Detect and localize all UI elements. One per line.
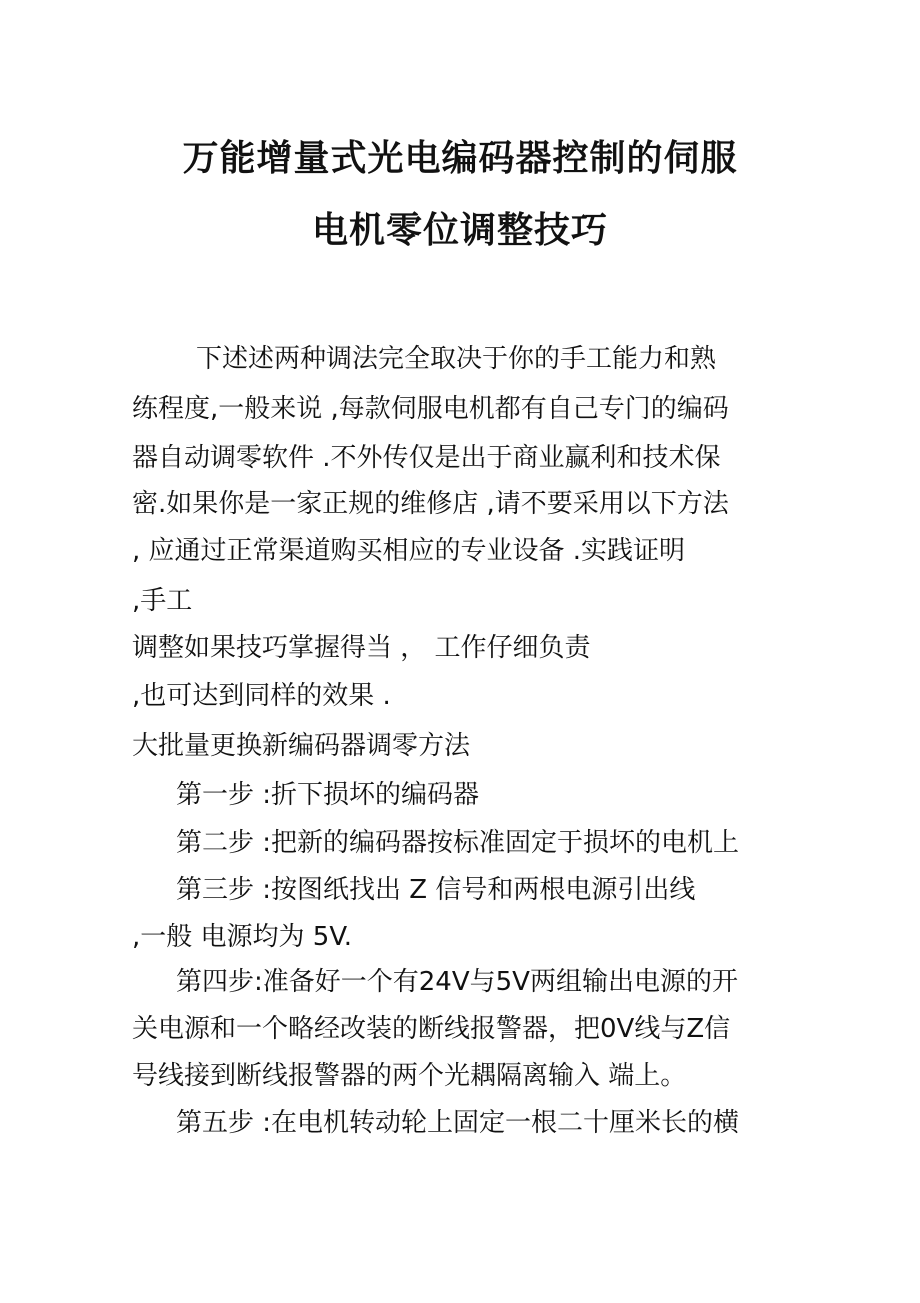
document-title-line-1: 万能增量式光电编码器控制的伺服 xyxy=(182,138,738,179)
paragraph-line-7: 调整如果技巧掌握得当 ， 工作仔细负责 xyxy=(132,633,591,663)
paragraph-line-2: 练程度,一般来说 ,每款伺服电机都有自己专门的编码 xyxy=(132,394,729,424)
step-1: 第一步 :折下损坏的编码器 xyxy=(176,780,480,810)
step-3-continued: ,一般 电源均为 5V. xyxy=(132,922,353,952)
section-heading: 大批量更换新编码器调零方法 xyxy=(132,731,471,761)
step-3: 第三步 :按图纸找出 Z 信号和两根电源引出线 xyxy=(176,875,696,905)
paragraph-line-6: ,手工 xyxy=(132,586,193,616)
paragraph-line-4: 密.如果你是一家正规的维修店 ,请不要采用以下方法 xyxy=(132,489,729,519)
step-4-continued-2: 号线接到断线报警器的两个光耦隔离输入 端上。 xyxy=(132,1061,687,1091)
paragraph-line-5: , 应通过正常渠道购买相应的专业设备 .实践证明 xyxy=(132,536,686,566)
document-title-line-2: 电机零位调整技巧 xyxy=(311,210,608,251)
step-5: 第五步 :在电机转动轮上固定一根二十厘米长的横 xyxy=(176,1108,740,1138)
paragraph-line-3: 器自动调零软件 .不外传仅是出于商业赢利和技术保 xyxy=(132,443,721,473)
step-4-continued-1: 关电源和一个略经改装的断线报警器，把0V线与Z信 xyxy=(132,1014,731,1044)
paragraph-line-1: 下述述两种调法完全取决于你的手工能力和熟 xyxy=(196,344,717,374)
step-2: 第二步 :把新的编码器按标准固定于损坏的电机上 xyxy=(176,828,740,858)
paragraph-line-8: ,也可达到同样的效果 . xyxy=(132,681,391,711)
step-4: 第四步:准备好一个有24V与5V两组输出电源的开 xyxy=(176,967,738,997)
